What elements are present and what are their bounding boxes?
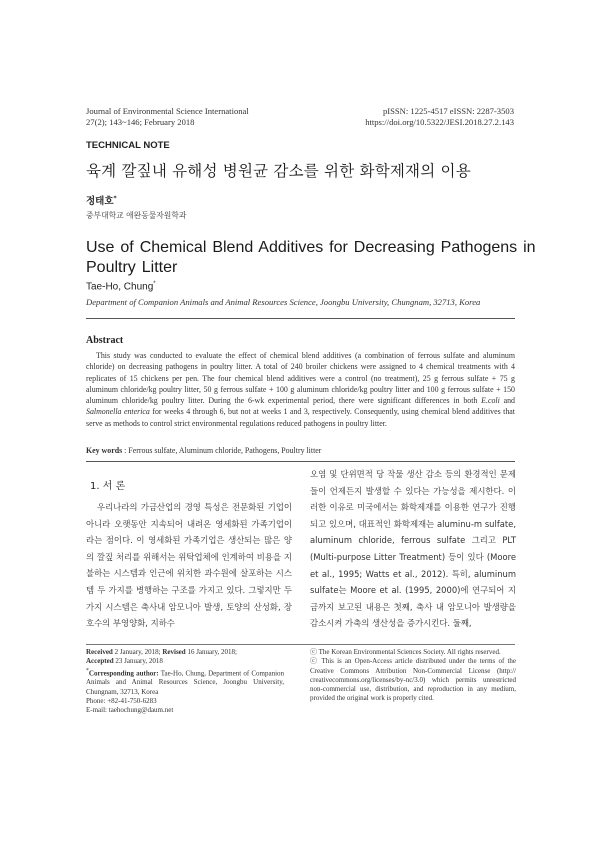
volume-info: 27(2); 143~146; February 2018 <box>86 117 195 127</box>
abstract-body <box>86 350 515 429</box>
keywords <box>86 446 321 455</box>
abstract-text-part1: This study was conducted to evaluate the effect of chemical blend additives (a combination of ferrous sulfate and aluminum chloride) on decreasing pathogens in poultry litter. A total of 240 broiler chickens were assigned to 4 chemical treatments with 4 replicates of 15 chickens per pen. The four chemical blend additives were a control (no treatment), 25 g ferrous sulfate + 75 g aluminum chloride/kg poultry litter, 50 g ferrous sulfate + 100 g aluminum chloride/kg poultry litter and 100 g ferrous sulfate + 150 aluminum chloride/kg poultry litter. During the 6-wk experimental period, there were significant differences in both <box>86 351 515 406</box>
journal-header-right <box>365 106 514 128</box>
accepted-line <box>86 657 284 666</box>
corr-text: Tae-Ho, Chung, Department of Companion Animals and Animal Resources Science, Joongbu University, Chungnam, 32713, Korea <box>86 668 285 696</box>
top-divider <box>86 318 515 319</box>
corresponding-author <box>86 667 284 697</box>
phone: Phone: +82-41-750-6283 <box>86 696 157 705</box>
english-title-line2: Poultry Litter <box>86 259 178 276</box>
journal-header-left <box>86 106 249 128</box>
footnote-right <box>310 648 516 704</box>
article-type: TECHNICAL NOTE <box>86 140 170 151</box>
paragraph-left: 우리나라의 가금산업의 경영 특성은 전문화된 기업이 아니라 오랫동안 지속되어 내려온 영세화된 가족기업이라는 점이다. 이 영세화된 가족기업은 생산되는 많은 양의 깔짚 처리를 위해서는 위탁업체에 인계하여 비용을 지불하는 시스템과 인근에 위치한 과수원에 살포하는 시스템 두 가지를 병행하는 구조를 가지고 있다. 그렇지만 두 가지 시스템은 축사내 암모니아 발생, 토양의 산성화, 장호수의 부영양화, 지하수 <box>86 502 292 629</box>
received-line <box>86 648 284 657</box>
keywords-text: : Ferrous sulfate, Aluminum chloride, Pathogens, Poultry litter <box>122 446 322 455</box>
received-label: Received <box>86 648 113 656</box>
keywords-label: Key words <box>86 446 123 455</box>
revised-label: Revised <box>162 648 186 656</box>
korean-author-name: 정태호 <box>86 196 114 207</box>
corr-asterisk: * <box>86 667 89 674</box>
keywords-divider <box>86 461 515 462</box>
body-column-right <box>310 466 516 632</box>
korean-affiliation: 중부대학교 애완동물자원학과 <box>86 211 187 220</box>
species-ecoli: E.coli <box>481 396 500 406</box>
author-asterisk: * <box>153 281 156 287</box>
korean-author <box>86 193 117 207</box>
korean-title: 육계 깔짚내 유해성 병원균 감소를 위한 화학제재의 이용 <box>86 162 471 180</box>
author-asterisk: * <box>113 194 117 202</box>
issn: pISSN: 1225-4517 eISSN: 2287-3503 <box>382 106 514 116</box>
footnote-left <box>86 648 284 715</box>
doi-link[interactable]: https://doi.org/10.5322/JESI.2018.27.2.143 <box>365 117 514 127</box>
species-salmonella: Salmonella enterica <box>86 407 150 417</box>
accepted-date: 23 January, 2018 <box>113 657 163 666</box>
revised-date: 16 January, 2018; <box>185 648 237 656</box>
abstract-heading: Abstract <box>86 335 124 346</box>
section-heading: 1. 서 론 <box>90 481 126 492</box>
abstract-conjunction: and <box>499 396 515 406</box>
english-title <box>86 238 536 278</box>
corr-label: Corresponding author: <box>88 668 159 677</box>
english-affiliation: Department of Companion Animals and Animal Resources Science, Joongbu University, Chungnam, 32713, Korea <box>86 297 481 307</box>
journal-name: Journal of Environmental Science International <box>86 106 249 116</box>
copyright-line: ⓒ The Korean Environmental Sciences Society. All rights reserved. <box>310 648 501 656</box>
accepted-label: Accepted <box>86 657 114 666</box>
english-author <box>86 281 156 292</box>
email-link[interactable]: E-mail: taehochung@daum.net <box>86 706 174 715</box>
license-text: ⓒ This is an Open-Access article distributed under the terms of the Creative Commons Attribution Non-Commercial License (http:// creativecommons.org/licenses/by-nc/3.0) which permits unrestricted non-commercial use, distribution, and reproduction in any medium, provided the original work is properly cited. <box>310 657 516 703</box>
footnote-divider <box>86 644 515 645</box>
received-date: 2 January, 2018; <box>112 648 163 656</box>
body-column-left <box>86 499 292 632</box>
paragraph-right: 오염 및 단위면적 당 작물 생산 감소 등의 환경적인 문제들이 언제든지 발생할 수 있다는 가능성을 제시한다. 이러한 이유로 미국에서는 화학제재를 이용한 연구가 진행되고 있으며, 대표적인 화학제재는 aluminu-m sulfate, aluminum chloride, ferrous sulfate 그리고 PLT (Multi-purpose Litter Treatment) 등이 있다 (Moore et al., 1995; Watts et al., 2012). 특히, aluminum sulfate는 Moore et al. (1995, 2000)에 연구되어 지금까지 보고된 내용은 첫째, 축사 내 암모니아 발생량을 감소시켜 가축의 생산성을 증가시킨다. 둘째, <box>310 469 516 629</box>
abstract-text-part2: for weeks 4 through 6, but not at weeks 1 and 3, respectively. Consequently, using chemical blend additives that serve as methods to control strict environmental regulations reduced pathogens in poultry litter. <box>86 407 515 428</box>
english-title-line1: Use of Chemical Blend Additives for Decreasing Pathogens in <box>86 239 536 256</box>
english-author-name: Tae-Ho, Chung <box>86 281 154 293</box>
